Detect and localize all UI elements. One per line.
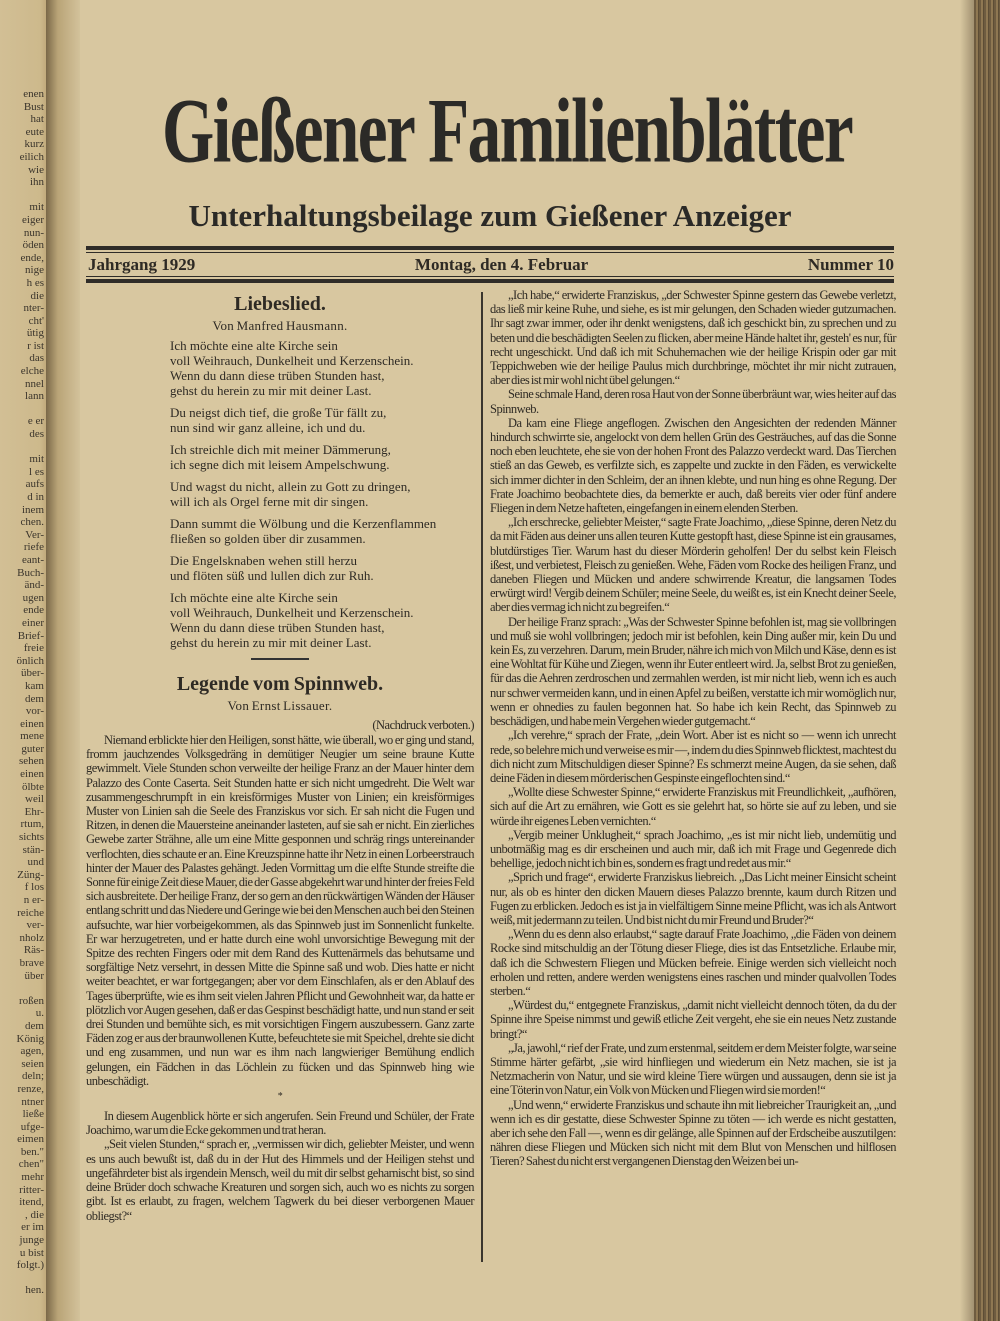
fragment-line: Brief- xyxy=(17,629,44,642)
fragment-line: ende xyxy=(23,604,44,617)
poem-stanza xyxy=(170,405,474,435)
fragment-line: u bist xyxy=(19,1246,44,1259)
fragment-line: nter- xyxy=(23,302,44,315)
fragment-line: weil xyxy=(25,793,44,806)
fragment-line: seien xyxy=(21,1057,44,1070)
story-paragraph: „Ich erschrecke, geliebter Meister,“ sagte Frate Joachimo, „diese Spinne, deren Netz du da mit Fäden aus deiner uns allen teuren Kutte gestopft hast, diese Spinne ist ein grausames, blutdürstiges Tier. Warum hast du dieser Mörderin geholfen! Der du selbst kein Fleisch ißest, und verbietest, Fleisch zu genießen. Wehe, Fäden vom Rocke des heiligen Franz, und daneben Fliegen und Mücken und andere schwirrende Kreatur, die langsamen Todes erwürgt wird! Vergib deinem Schüler; meine Seele, du weißt es, ist ein Knecht deiner Seele, aber dies vermag ich nicht zu begreifen.“ xyxy=(490,515,896,615)
poem-stanza xyxy=(170,338,474,398)
fragment-line: aufs xyxy=(25,478,44,491)
right-column xyxy=(490,288,896,1169)
poem-line: Ich möchte eine alte Kirche sein xyxy=(170,590,338,605)
poem-stanza xyxy=(170,442,474,472)
fragment-line: rtum, xyxy=(20,818,44,831)
poem-line: Wenn du dann diese trüben Stunden hast, xyxy=(170,368,385,383)
poem-stanza xyxy=(170,516,474,546)
fragment-line: f los xyxy=(24,881,44,894)
poem-line: Die Engelsknaben wehen still herzu xyxy=(170,553,357,568)
fragment-line: junge xyxy=(19,1234,44,1247)
story-paragraph: „Seit vielen Stunden,“ sprach er, „vermissen wir dich, geliebter Meister, und wenn es uns auch bewußt ist, daß du in der Hut des Himmels und der Heiligen stehst und ungefährdeter bist als irgendein Mensch, weil du mit dir selbst geharnischt bist, so sind deine Brüder doch schwache Kreaturen und sorgen sich, auch wo es nichts zu sorgen gibt. Ist es erlaubt, zu fragen, welchem Tagwerk du bei dieser verborgenen Mauer obliegst?“ xyxy=(86,1137,474,1223)
fragment-line: dem xyxy=(25,1019,44,1032)
fragment-line: kurz xyxy=(24,138,44,151)
fragment-line: chen. xyxy=(20,516,44,529)
fragment-line: ütig xyxy=(26,327,44,340)
fragment-line: mit xyxy=(29,201,44,214)
story-paragraph: Niemand erblickte hier den Heiligen, sonst hätte, wie überall, wo er ging und stand, fromm jauchzendes Volksgedräng in demütiger Neugier um seine braune Kutte gewimmelt. Viele Stunden schon verweilte der heilige Franz an der Mauer hinter dem Palazzo des Conte Caserta. Seit Stunden hatte er sich nicht umgedreht. Die Welt war zusammengeschrumpft in ein kreisförmiges Muster von Linien; ein kreisförmiges Muster von Linien sah die Seele des Franziskus vor sich. Er sah nicht die Fugen und Ritzen, in denen die Mauersteine aneinander lasteten, auf sie sah er nicht. Ein zierliches Gewebe zarter Strähne, alle um eine Mitte gesponnen und schräg rings untereinander verflochten, dies schaute er an. Eine Kreuzspinne hatte ihr Netz in einen Lorbeerstrauch hinter der Mauer des Palastes gehängt. Jeden Vormittag um die elfte Stunde streifte die Sonne für einige Zeit diese Mauer, die der Gasse abgekehrt war und hinter der freies Feld sich ausbreitete. Der heilige Franz, der so gern an den rückwärtigen Wänden der Häuser entlang schritt und das Niedere und Geringe wie bei den Menschen auch bei den Steinen aufsuchte, war hier vorbeigekommen, als das Spinnweb just im Sonnenlicht funkelte. Er war herzugetreten, und er hatte durch eine wohl unvorsichtige Bewegung mit der Spitze des rechten Fingers oder mit dem Rand des Kuttenärmels das behutsame und sorgfältige Netz versehrt, in dessen Mitte die Spinne saß und wob. Dies hatte er nicht weiter beachtet, er war fortgegangen; aber vor dem Einschlafen, als er den Ablauf des Tages überprüfte, wie es ihm seit vielen Jahren Pflicht und Gewohnheit war, da hatte er plötzlich vor Augen gesehen, daß er das Gespinst beschädigt hatte, und nun stand er seit drei Stunden und bemühte sich, es mit vorsichtigen Fingern auszubessern. Ganz zarte Fäden zog er aus der braunwollenen Kutte, befeuchtete sie mit Speichel, drehte sie dicht und eng zusammen, und nun war es ihm nach langwieriger Bemühung endlich gelungen, ein Fädchen in das Löchlein zu fücken und das Spinnweb hing wie unbeschädigt. xyxy=(86,733,474,1088)
poem-line: will ich als Orgel ferne mit dir singen. xyxy=(170,494,369,509)
section-separator xyxy=(251,658,309,660)
poem-author: Von Manfred Hausmann. xyxy=(212,318,348,333)
fragment-line: Räs- xyxy=(23,944,44,957)
story-paragraph: „Wenn du es denn also erlaubst,“ sagte darauf Frate Joachimo, „die Fäden von deinem Rocke sind mitschuldig an der Tötung dieser Fliege, dies ist das Entsetzliche. Erlaube mir, daß ich die Schwestern Fliegen und Mücken befreie. Einige werden sich vielleicht noch erholen und retten, andere werden wenigstens eines raschen und minder qualvollen Todes sterben.“ xyxy=(490,927,896,998)
fragment-line: riefe xyxy=(23,541,44,554)
fragment-line: renze, xyxy=(17,1082,44,1095)
fragment-line: nholz xyxy=(19,931,44,944)
fragment-line xyxy=(0,189,44,202)
poem-line: gehst du herein zu mir mit deiner Last. xyxy=(170,635,372,650)
fragment-line: ntner xyxy=(21,1095,44,1108)
top-rule-thin xyxy=(86,252,894,253)
masthead-subtitle: Unterhaltungsbeilage zum Gießener Anzeiger xyxy=(188,198,792,233)
fragment-line: guter xyxy=(21,742,44,755)
fragment-line: , die xyxy=(25,1208,44,1221)
fragment-line: vor- xyxy=(25,705,44,718)
fragment-line: sichts xyxy=(18,831,44,844)
fragment-line: mehr xyxy=(21,1171,44,1184)
fragment-line: ritter- xyxy=(19,1183,44,1196)
fragment-line: enen xyxy=(23,88,44,100)
fragment-line: önlich xyxy=(16,654,44,667)
fragment-line: ver- xyxy=(26,919,44,932)
story-paragraph: Da kam eine Fliege angeflogen. Zwischen den Angesichten der redenden Männer hindurch schwirrte sie, angelockt von dem hellen Grün des Gesträuches, auf das die Sonne noch eben leuchtete, ehe sie von der hohen Front des Palazzo verdeckt ward. Das Tierchen stieß an das Geweb, es verfilzte sich, es zappelte und zuckte in den Fäden, es verwickelte sich immer dichter in den Schleim, der an ihnen klebte, und nun hing es ohne Regung. Der Frate Joachimo beobachtete dies, da bemerkte er auch, daß bereits vier oder fünf andere Fliegen in dem Netze hafteten, eingefangen in einem elenden Sterben. xyxy=(490,415,896,516)
poem-line: und flöten süß und lullen dich zur Ruh. xyxy=(170,568,374,583)
fragment-line: r ist xyxy=(27,339,44,352)
story-paragraph: „Wollte diese Schwester Spinne,“ erwiderte Franziskus mit Freundlichkeit, „aufhören, sich auf die Art zu ernähren, wie Gott es sie gelehrt hat, so hörte sie auf zu leben, und sie würde ihr eigenes Leben vernichten.“ xyxy=(490,785,896,828)
fragment-line: dem xyxy=(25,692,44,705)
fragment-line: hen. xyxy=(25,1284,44,1297)
story-author: Von Ernst Lissauer. xyxy=(227,698,333,713)
fragment-line: brave xyxy=(19,956,44,969)
poem-line: Dann summt die Wölbung und die Kerzenflammen xyxy=(170,516,437,531)
fragment-line: die xyxy=(30,289,44,302)
fragment-line xyxy=(0,1272,44,1285)
fragment-line: mit xyxy=(29,453,44,466)
story-paragraph: Der heilige Franz sprach: „Was der Schwester Spinne befohlen ist, mag sie vollbringen und muß sie wohl vollbringen; jedoch mir ist befohlen, kein Ding außer mir, kein Du und kein Es, zu verzehren. Darum, mein Bruder, nähre ich mich von Milch und Käse, denn es ist eine Wohltat für Kühe und Ziegen, wenn ihr Euter entleert wird. Ja, selbst Brot zu genießen, für das die Aehren zerdroschen und zermahlen werden, ist mir nicht lieb, wenn ich es auch nur schwer vermeiden kann, und in einen Apfel zu beißen, verstatte ich mir womöglich nur, wenn er ohnedies zu faulen begonnen hat. So habe ich kein Recht, das Spinnweb zu beschädigen, und habe mein Vergehen wieder gutgemacht.“ xyxy=(490,614,896,729)
fragment-line: agen, xyxy=(20,1045,44,1058)
fragment-line: l es xyxy=(29,465,44,478)
fragment-line: folgt.) xyxy=(16,1259,44,1272)
poem-line: nun sind wir ganz alleine, ich und du. xyxy=(170,420,366,435)
fragment-line: inem xyxy=(22,503,44,516)
fragment-line: eimen xyxy=(17,1133,44,1146)
fragment-line: Bust xyxy=(23,100,44,113)
story-title: Legende vom Spinnweb. xyxy=(176,673,384,695)
left-column xyxy=(86,288,474,1223)
fragment-line: elche xyxy=(20,365,44,378)
fragment-line: wie xyxy=(28,163,44,176)
fragment-line: cht' xyxy=(28,314,44,327)
fragment-line: eilich xyxy=(19,150,44,163)
issue-number: Nummer 10 xyxy=(807,255,894,274)
poem-line: ich segne dich mit leisem Ampelschwung. xyxy=(170,457,390,472)
fragment-line: öden xyxy=(22,239,44,252)
story-paragraph: „Ich habe,“ erwiderte Franziskus, „der Schwester Spinne gestern das Gewebe verletzt, das ließ mir keine Ruhe, und siehe, es ist mir gelungen, den Schaden wieder gutzumachen. Ihr sagt zwar immer, oder ihr denkt wenigstens, daß ich geschickt bin, zu sprechen und zu beten und die beschädigten Seelen zu flicken, aber meine Hände haltet ihr, gesteh' es nur, für recht ungeschickt. Und daß ich mit Schuhemachen wie der heilige Krispin oder gar mit Teppichweben wie der heilige Paulus mich durchbringe, möchtet ihr mir nicht zutrauen, aber dies ist mir wohl nicht übel gelungen.“ xyxy=(490,288,896,388)
previous-page-text-fragments xyxy=(0,88,44,1297)
stacked-page-edges xyxy=(974,0,1000,1321)
fragment-line: er im xyxy=(21,1221,44,1234)
fragment-line: ölbte xyxy=(22,780,44,793)
fragment-line: ugen xyxy=(22,591,44,604)
fragment-line: eute xyxy=(25,125,44,138)
fragment-line: einen xyxy=(20,717,44,730)
fragment-line: nnel xyxy=(25,377,44,390)
story-paragraph: „Und wenn,“ erwiderte Franziskus und schaute ihn mit liebreicher Traurigkeit an, „und wenn ich es dir gestatte, diese Schwester Spinne zu töten — ich werde es nicht gestatten, aber ich sehe den Fall —, wenn es dir gelänge, alle Spinnen auf der Erdscheibe auszutilgen: nähren diese Fliegen und Mücken sich nicht mit dem Blut von Menschen und hilflosen Tieren? Sahest du nicht erst vergangenen Dienstag den Weizen bei un- xyxy=(490,1097,896,1169)
fragment-line: ende, xyxy=(20,251,44,264)
poem-stanza xyxy=(170,479,474,509)
poem-title: Liebeslied. xyxy=(234,293,326,315)
fragment-line: über- xyxy=(21,667,44,680)
poem-line: voll Weihrauch, Dunkelheit und Kerzenschein. xyxy=(170,605,414,620)
fragment-line: des xyxy=(29,428,44,441)
story-paragraph: „Sprich und frage“, erwiderte Franziskus liebreich. „Das Licht meiner Einsicht scheint nur, als ob es hinter den dicken Mauern dieses Palazzo brennte, kaum durch Ritzen und Fugen zu erblicken. Jedoch es ist ja in vielfältigem Sinne meine Pflicht, was ich als Antwort weiß, mit jedermann zu teilen. Und bist nicht du mir Freund und Bruder?“ xyxy=(490,870,896,927)
fragment-line: nun- xyxy=(23,226,44,239)
fragment-line: ließe xyxy=(22,1108,44,1121)
poem-line: Du neigst dich tief, die große Tür fällt zu, xyxy=(170,405,387,420)
fragment-line: Ver- xyxy=(25,528,44,541)
fragment-line: kam xyxy=(25,679,44,692)
fragment-line: e er xyxy=(27,415,44,428)
poem-body xyxy=(170,338,474,650)
fragment-line: ihn xyxy=(29,176,44,189)
fragment-line xyxy=(0,441,44,454)
fragment-line: eiger xyxy=(22,213,44,226)
binding-gutter xyxy=(46,0,80,1321)
fragment-line xyxy=(0,403,44,416)
fragment-line: stän- xyxy=(22,843,44,856)
fragment-line xyxy=(0,982,44,995)
fragment-line: König xyxy=(16,1032,44,1045)
issue-date: Montag, den 4. Februar xyxy=(414,255,589,274)
fragment-line: roßen xyxy=(18,994,44,1007)
fragment-line: änd- xyxy=(24,579,44,592)
column-divider xyxy=(481,292,483,1262)
fragment-line: einen xyxy=(20,768,44,781)
fragment-line: h es xyxy=(26,276,44,289)
fragment-line: hat xyxy=(30,113,44,126)
fragment-line: über xyxy=(24,969,44,982)
story-paragraph: „Ja, jawohl,“ rief der Frate, und zum erstenmal, seitdem er dem Meister folgte, war seine Stimme härter gefärbt, „sie wird hinfliegen und wiederum ein Netz machen, sie ist ja Netzmacherin von Natur, und sie wird kleine Tiere würgen und aussaugen, denn sie ist ja eine Töterin von Natur, ein Volk von Mücken und Fliegen wird sie morden!“ xyxy=(490,1040,896,1098)
paragraph-separator: * xyxy=(277,1091,283,1103)
fragment-line: eant- xyxy=(22,553,44,566)
fragment-line: Züng- xyxy=(17,868,44,881)
fragment-line: u. xyxy=(35,1007,44,1020)
poem-line: Ich möchte eine alte Kirche sein xyxy=(170,338,338,353)
poem-line: Und wagst du nicht, allein zu Gott zu dringen, xyxy=(170,479,411,494)
bottom-rule xyxy=(86,279,894,283)
story-paragraph: Seine schmale Hand, deren rosa Haut von der Sonne überbräunt war, wies heiter auf das Spinnweb. xyxy=(490,387,896,416)
poem-line: voll Weihrauch, Dunkelheit und Kerzenschein. xyxy=(170,353,414,368)
poem-stanza xyxy=(170,590,474,650)
story-paragraph: In diesem Augenblick hörte er sich angerufen. Sein Freund und Schüler, der Frate Joachimo, war um die Ecke gekommen und trat heran. xyxy=(86,1109,474,1138)
fragment-line: ufge- xyxy=(20,1120,44,1133)
masthead-title: Gießener Familienblätter xyxy=(162,80,853,183)
volume-year: Jahrgang 1929 xyxy=(88,255,196,274)
poem-line: gehst du herein zu mir mit deiner Last. xyxy=(170,383,372,398)
poem-stanza xyxy=(170,553,474,583)
fragment-line: mene xyxy=(20,730,44,743)
fragment-line: deln; xyxy=(22,1070,44,1083)
fragment-line: und xyxy=(27,856,44,869)
top-rule xyxy=(86,246,894,250)
story-paragraph: „Ich verehre,“ sprach der Frate, „dein Wort. Aber ist es nicht so — wenn ich unrecht rede, so belehre mich und verweise es mir —, indem du dies Spinnweb flicktest, machtest du dich nicht zum Mitschuldigen dieser Spinne? Es schmerzt meine Augen, da sie sehen, daß deine Fäden in diesem mörderischen Gespinste eingeflochten sind.“ xyxy=(490,728,896,785)
page-edge-shadow xyxy=(960,0,974,1321)
bottom-rule-thin xyxy=(86,276,894,277)
fragment-line: sehen xyxy=(18,755,44,768)
fragment-line: itend, xyxy=(19,1196,44,1209)
fragment-line: Ehr- xyxy=(24,805,44,818)
story-paragraph: „Würdest du,“ entgegnete Franziskus, „damit nicht vielleicht dennoch töten, da du der Spinne ihre Speise nimmst und gewiß etliche Zeit vergeht, ehe sie ein neues Netz zustande bringt?“ xyxy=(490,998,896,1041)
poem-line: Ich streichle dich mit meiner Dämmerung, xyxy=(170,442,391,457)
fragment-line: d in xyxy=(27,491,44,503)
fragment-line: reiche xyxy=(17,906,44,919)
reprint-notice: (Nachdruck verboten.) xyxy=(372,718,474,732)
fragment-line: freie xyxy=(23,642,44,655)
fragment-line: das xyxy=(29,352,44,365)
story-paragraph: „Vergib meiner Unklugheit,“ sprach Joachimo, „es ist mir nicht lieb, undemütig und unbotmäßig mag es dir erscheinen und auch mir, daß ich mit Frage und Gegenrede dich behellige, jedoch nicht ich bin es, sondern es fragt und redet aus mir.“ xyxy=(490,827,896,871)
dateline xyxy=(88,254,894,276)
fragment-line: nige xyxy=(25,264,44,277)
fragment-line: chen" xyxy=(18,1158,44,1171)
poem-line: fließen so golden über dir zusammen. xyxy=(170,531,366,546)
fragment-line: lann xyxy=(25,390,44,403)
poem-line: Wenn du dann diese trüben Stunden hast, xyxy=(170,620,385,635)
fragment-line: einer xyxy=(22,616,44,629)
fragment-line: n er- xyxy=(23,894,44,906)
fragment-line: ben." xyxy=(20,1145,44,1158)
fragment-line: Buch- xyxy=(17,566,44,579)
